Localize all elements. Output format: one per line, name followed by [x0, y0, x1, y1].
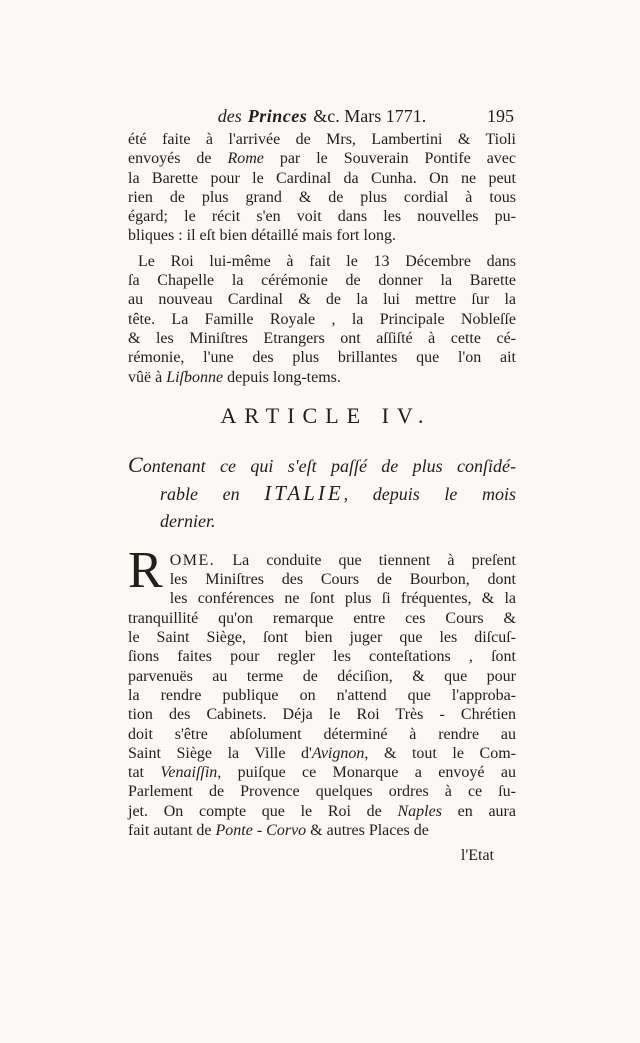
text-line: bliques : il eſt bien détaillé mais fort long. [128, 227, 396, 245]
text-line: Saint Siège la Ville d'Avignon, & tout le Com- [128, 744, 516, 762]
text-line: Parlement de Provence quelques ordres à ce ſu- [128, 783, 516, 801]
catchword: l'Etat [460, 847, 494, 865]
text-line: vûë à Liſbonne depuis long-tems. [128, 368, 341, 386]
text-line: été faite à l'arrivée de Mrs, Lambertini & Tioli [128, 131, 516, 148]
text-line: tranquillité qu'on remarque entre ces Cours & [128, 609, 516, 627]
text-line: tion des Cabinets. Déja le Roi Très - Chrétien [128, 706, 516, 724]
text-line: la rendre publique on n'attend que l'approba- [128, 686, 516, 704]
text-line: & les Miniſtres Etrangers ont aſſiſté à cette cé- [128, 329, 516, 347]
paragraph-continuation [128, 130, 516, 246]
text-line: parvenuës au terme de déciſion, & que pour [128, 667, 516, 685]
text-line: rable en ITALIE, depuis le mois [160, 480, 516, 505]
text-line: Le Roi lui-même à fait le 13 Décembre dans [138, 252, 516, 270]
text-line: ſions faites pour regler les conteſtations , ſont [128, 648, 516, 666]
page-number: 195 [487, 106, 514, 126]
article-heading: ARTICLE IV. [220, 402, 432, 428]
text-line: la Barette pour le Cardinal da Cunha. On ne peut [128, 169, 516, 187]
running-header [128, 104, 516, 128]
running-title-princes: Princes [247, 106, 308, 126]
text-line: les conférences ne ſont plus ſi fréquentes, & la [169, 590, 516, 608]
text-line: rémonie, l'une des plus brillantes que l'on ait [128, 349, 516, 367]
text-line: dernier. [160, 510, 216, 531]
text-line: le Saint Siège, ſont bien juger que les diſcuſ- [128, 629, 516, 647]
text-line: les Miniſtres des Cours de Bourbon, dont [169, 571, 516, 589]
paragraph-king-ceremony [128, 252, 516, 387]
paragraph-rome [128, 541, 516, 840]
paragraph-rome-text [128, 541, 516, 840]
text-line: OME. La conduite que tiennent à preſent [169, 551, 516, 569]
dropcap-initial: R [128, 541, 163, 599]
text-line: égard; le récit s'en voit dans les nouvelles pu- [128, 208, 516, 226]
article-argument [128, 451, 516, 535]
text-line: au nouveau Cardinal & de la lui mettre ſur la [128, 291, 516, 309]
text-line: jet. On compte que le Roi de Naples en aura [128, 802, 516, 820]
running-title-date: &c. Mars 1771. [313, 106, 427, 126]
text-line: Contenant ce qui s'eſt paſſé de plus conſidé- [128, 451, 516, 477]
text-line: envoyés de Rome par le Souverain Pontife avec [128, 150, 517, 168]
text-line: ſa Chapelle la cérémonie de donner la Barette [128, 272, 516, 290]
text-line: tat Venaiſſin, puiſque ce Monarque a envoyé au [128, 764, 516, 782]
text-line: doit s'être abſolument déterminé à rendre au [128, 725, 516, 743]
text-line: rien de plus grand & de plus cordial à tous [128, 188, 516, 206]
running-title-des: des [217, 106, 242, 126]
text-line: tête. La Famille Royale , la Principale Nobleſſe [128, 310, 516, 328]
text-line: fait autant de Ponte - Corvo & autres Places de [128, 822, 429, 840]
